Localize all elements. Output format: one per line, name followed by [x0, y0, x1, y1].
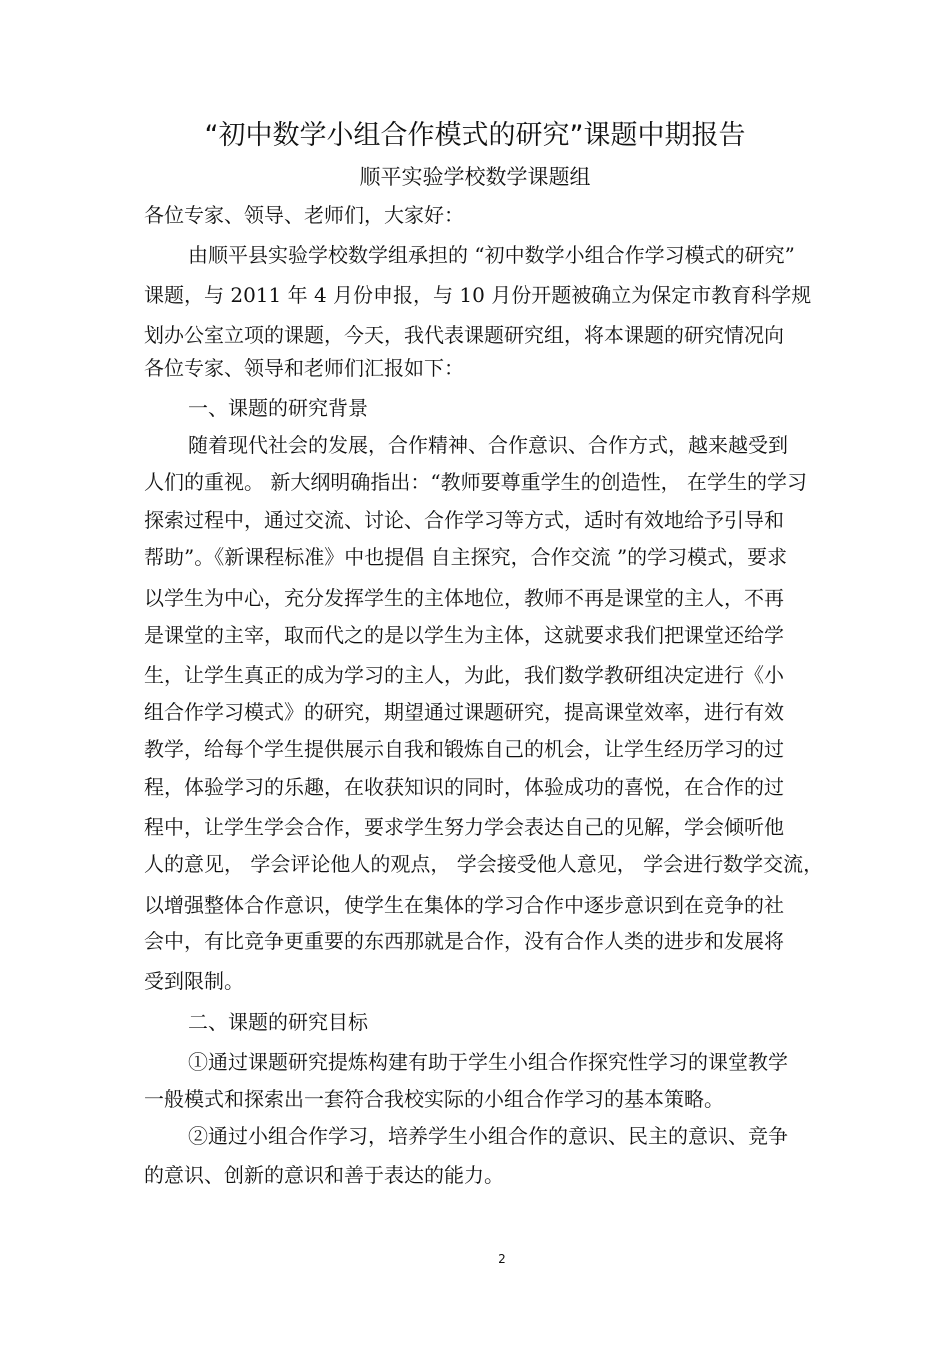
paragraph-line: 是课堂的主宰，取而代之的是以学生为主体，这就要求我们把课堂还给学	[144, 623, 784, 647]
paragraph-line: 的意识、创新的意识和善于表达的能力。	[144, 1163, 504, 1187]
paragraph-line: 会中，有比竞争更重要的东西那就是合作，没有合作人类的进步和发展将	[144, 929, 784, 953]
paragraph-line: 各位专家、领导和老师们汇报如下：	[144, 356, 464, 380]
paragraph-line: ①通过课题研究提炼构建有助于学生小组合作探究性学习的课堂教学	[188, 1050, 788, 1074]
paragraph-line: 随着现代社会的发展，合作精神、合作意识、合作方式，越来越受到	[188, 433, 788, 457]
paragraph-line: 一般模式和探索出一套符合我校实际的小组合作学习的基本策略。	[144, 1087, 724, 1111]
report-subtitle: 顺平实验学校数学课题组	[359, 165, 591, 189]
paragraph-line: 组合作学习模式》的研究，期望通过课题研究，提高课堂效率，进行有效	[144, 700, 784, 724]
paragraph-line: 由顺平县实验学校数学组承担的 “初中数学小组合作学习模式的研究”	[188, 243, 795, 267]
paragraph-line: 受到限制。	[144, 969, 244, 993]
page-number: 2	[498, 1252, 506, 1266]
paragraph-line: 生，让学生真正的成为学习的主人，为此，我们数学教研组决定进行《小	[144, 663, 784, 687]
paragraph-line: 教学，给每个学生提供展示自我和锻炼自己的机会，让学生经历学习的过	[144, 737, 784, 761]
paragraph-line: 人的意见， 学会评论他人的观点， 学会接受他人意见， 学会进行数学交流，	[144, 852, 824, 876]
paragraph-line: 程中，让学生学会合作，要求学生努力学会表达自己的见解，学会倾听他	[144, 815, 784, 839]
paragraph-line: 以学生为中心，充分发挥学生的主体地位，教师不再是课堂的主人，不再	[144, 586, 784, 610]
greeting-line: 各位专家、领导、老师们，大家好：	[144, 203, 464, 227]
paragraph-line: ②通过小组合作学习，培养学生小组合作的意识、民主的意识、竞争	[188, 1124, 788, 1148]
paragraph-line: 程，体验学习的乐趣，在收获知识的同时，体验成功的喜悦，在合作的过	[144, 775, 784, 799]
paragraph-line: 课题，与 2011 年 4 月份申报，与 10 月份开题被确立为保定市教育科学规	[144, 283, 812, 307]
report-title: “初中数学小组合作模式的研究”课题中期报告	[204, 120, 746, 151]
section-heading: 一、课题的研究背景	[188, 396, 368, 420]
paragraph-line: 划办公室立项的课题，今天，我代表课题研究组，将本课题的研究情况向	[144, 323, 784, 347]
section-heading: 二、课题的研究目标	[188, 1010, 368, 1034]
paragraph-line: 人们的重视。 新大纲明确指出：“教师要尊重学生的创造性， 在学生的学习	[144, 470, 807, 494]
paragraph-line: 探索过程中，通过交流、讨论、合作学习等方式，适时有效地给予引导和	[144, 508, 784, 532]
paragraph-line: 以增强整体合作意识，使学生在集体的学习合作中逐步意识到在竞争的社	[144, 893, 784, 917]
paragraph-line: 帮助”。《新课程标准》中也提倡 自主探究，合作交流 ”的学习模式，要求	[144, 545, 788, 569]
